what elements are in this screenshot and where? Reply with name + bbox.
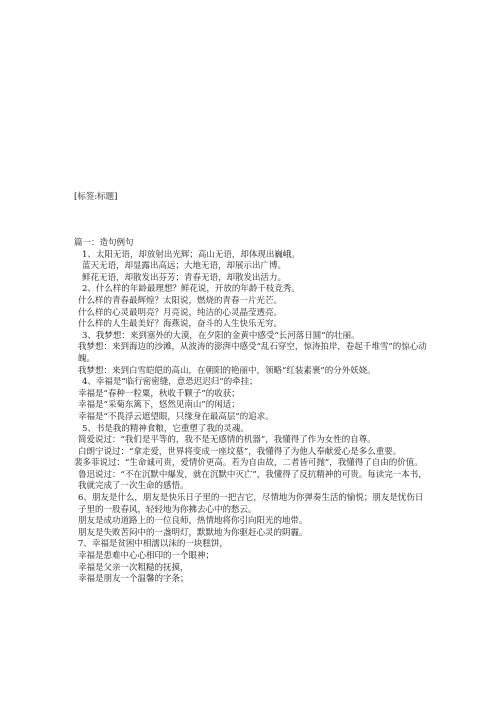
paragraph-line: 幸福是“春种一粒粟，秋收千颗子”的收获； bbox=[78, 388, 240, 399]
paragraph-line: 白朗宁说过：“拿走爱，世界将变成一座坟墓”，我懂得了为他人奉献爱心是多么重要。 bbox=[78, 446, 402, 457]
paragraph-line: 2、什么样的年龄最理想？鲜花说，开放的年龄千枝竞秀。 bbox=[82, 284, 300, 295]
paragraph-line: 幸福是患难中心心相印的一个眼神； bbox=[78, 551, 215, 562]
paragraph-line: 4、幸福是“临行密密缝，意恐迟迟归”的牵挂； bbox=[82, 377, 258, 388]
paragraph-line: 我梦想：来到白雪皑皑的高山，在朝阳的艳丽中，领略“红装素裹”的分外妖娆。 bbox=[78, 365, 376, 376]
paragraph-line: 朋友是成功道路上的一位良师，热情地将你引向阳光的地带。 bbox=[78, 516, 308, 527]
document-body bbox=[74, 238, 430, 586]
paragraph-line: 朋友是失败苦闷中的一盏明灯，默默地为你驱赶心灵的阴霾。 bbox=[78, 527, 308, 538]
paragraph-line: 什么样的心灵最明亮？月亮说，纯洁的心灵晶莹透亮。 bbox=[78, 307, 283, 318]
section-heading: 篇一：造句例句 bbox=[74, 238, 134, 248]
paragraph-line: 裴多菲说过：“生命诚可贵，爱情价更高。若为自由故，二者皆可抛”，我懂得了自由的价值。 bbox=[74, 458, 423, 469]
tag-title: [标签:标题] bbox=[74, 192, 118, 202]
paragraph-line: 蓝天无语，却显露出高远；大地无语，却展示出广博。 bbox=[82, 261, 287, 272]
paragraph-line: 鲜花无语，却散发出芬芳；青春无语，却散发出活力。 bbox=[82, 272, 287, 283]
paragraph-line: 幸福是“采菊东篱下，悠然见南山”的闲适； bbox=[78, 400, 240, 411]
paragraph-line: 幸福是父亲一次粗糙的抚摸， bbox=[78, 562, 189, 573]
paragraph-line: 幸福是“不畏浮云遮望眼，只缘身在最高层”的追求。 bbox=[78, 411, 274, 422]
paragraph-line: 什么样的青春最辉煌？太阳说，燃烧的青春一片光芒。 bbox=[78, 295, 283, 306]
paragraph-line: 5、书是我的精神食粮，它重塑了我的灵魂。 bbox=[82, 423, 249, 434]
paragraph-line: 鲁迅说过：“不在沉默中爆发，就在沉默中灭亡”，我懂得了反抗精神的可贵。每读完一本书，我就完成了一次生命的感悟。 bbox=[78, 469, 427, 492]
paragraph-line: 幸福是朋友一个温馨的字条； bbox=[78, 574, 189, 585]
paragraph-line: 7、幸福是贫困中相濡以沫的一块糕饼， bbox=[78, 539, 228, 550]
paragraph-line: 3、我梦想：来到塞外的大漠，在夕阳的金黄中感受“长河落日圆”的壮丽。 bbox=[82, 330, 360, 341]
paragraph-line: 简爱说过：“我们是平等的，我不是无感情的机器”，我懂得了作为女性的自尊。 bbox=[78, 435, 376, 446]
paragraph-line: 1、太阳无语，却放射出光辉；高山无语，却体现出巍峨。 bbox=[82, 249, 300, 260]
paragraph-line: 我梦想：来到海边的沙滩，从波涛的澎湃中感受“乱石穿空，惊涛拍岸，卷起千堆雪”的惊心动魄。 bbox=[78, 342, 427, 364]
paragraph-line: 6、朋友是什么，朋友是快乐日子里的一把吉它，尽情地为你弹奏生活的愉悦；朋友是忧伤日子里的一股春风，轻轻地为你拂去心中的愁云。 bbox=[78, 493, 424, 515]
paragraph-line: 什么样的人生最美好？海燕说，奋斗的人生快乐无穷。 bbox=[78, 319, 283, 330]
